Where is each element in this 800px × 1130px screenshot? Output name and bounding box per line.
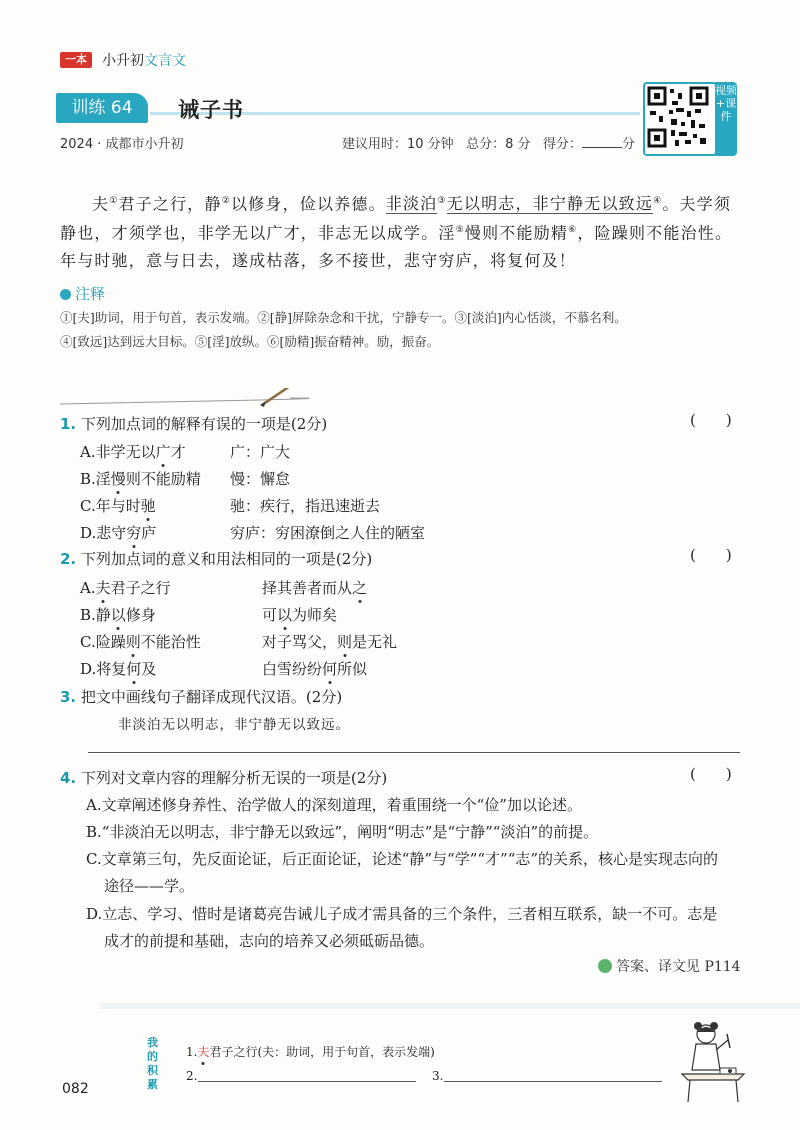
brand-logo: 一本: [60, 52, 92, 68]
notes-header-label: 注释: [75, 285, 106, 303]
q3-answer-line[interactable]: [88, 752, 740, 753]
dotted-word: 以: [110, 606, 126, 624]
footer-band: [100, 1003, 800, 1009]
lesson-title: 诫子书: [178, 97, 244, 122]
q2-option-b-right: 可以为师矣: [262, 606, 338, 624]
q2-option-a-right: 择其善者而从之: [262, 579, 368, 597]
q2-option-b[interactable]: B.静以修身: [80, 606, 156, 624]
answer-reference[interactable]: [598, 956, 741, 976]
q4-option-d-cont: 成才的前提和基础，志向的培养又必须砥砺品德。: [104, 932, 435, 950]
q4-option-c-cont: 途径——学。: [104, 877, 195, 895]
passage: [60, 188, 745, 274]
note-ref: ②: [221, 196, 231, 206]
score-label: 得分：: [542, 137, 582, 152]
note-line: ①[夫]助词，用于句首，表示发端。②[静]屏除杂念和干扰，宁静专一。③[淡泊]内心恬淡，不慕名利。: [60, 310, 627, 325]
q1-option-b-explanation: 慢：懈怠: [230, 470, 291, 488]
question-1: [60, 413, 327, 434]
total-score: 总分：8 分: [466, 137, 531, 152]
note-ref: ⑥: [568, 225, 578, 236]
note-line: ④[致远]达到远大目标。⑤[淫]放纵。⑥[励精]振奋精神。励，振奋。: [60, 334, 440, 349]
accumulation-item-3-line[interactable]: [444, 1081, 662, 1082]
dotted-word: 夫: [197, 1045, 210, 1059]
dotted-word: 何: [322, 660, 338, 678]
underlined-sentence: 无以明志，非宁静无以致远: [446, 194, 654, 214]
passage-text: 君子之行，静: [118, 194, 222, 214]
meta-line: [342, 133, 635, 152]
dotted-word: 穷: [126, 524, 142, 542]
magnifier-icon: [598, 959, 612, 973]
source-line: 2024 · 成都市小升初: [60, 137, 184, 152]
question-number: 1.: [60, 415, 77, 433]
passage-text: ，险躁则不能治性。年与时驰，意与日去，遂成枯落，多不接世，悲守穷庐，将复何及！: [60, 223, 733, 270]
q1-option-a[interactable]: A.非学无以广才: [80, 443, 186, 461]
q2-option-c-right: 对子骂父，则是无礼: [262, 633, 398, 651]
question-number: 3.: [60, 688, 77, 706]
dotted-word: 驰: [140, 497, 156, 515]
answer-paren[interactable]: ( ): [690, 765, 732, 783]
q2-option-c[interactable]: C.险躁则不能治性: [80, 633, 201, 651]
passage-text: 以修身，俭以养德。: [230, 194, 386, 214]
q4-option-a[interactable]: A.文章阐述修身养性、治学做人的深刻道理，着重围绕一个“俭”加以论述。: [86, 796, 582, 814]
q4-option-d[interactable]: D.立志、学习、惜时是诸葛亮告诫儿子成才需具备的三个条件，三者相互联系，缺一不可。志是: [86, 905, 718, 923]
dotted-word: 以: [277, 606, 293, 624]
question-text: 下列对文章内容的理解分析无误的一项是(2分): [80, 769, 388, 787]
q3-sentence: 非淡泊无以明志，非宁静无以致远。: [118, 717, 350, 733]
q1-option-d[interactable]: D.悲守穷庐: [80, 524, 157, 542]
accumulation-item-3-number: 3.: [432, 1069, 444, 1083]
passage-text: 夫: [92, 194, 110, 214]
lesson-badge: 训练 64: [56, 93, 148, 123]
score-blank[interactable]: [582, 136, 622, 148]
q1-option-c[interactable]: C.年与时驰: [80, 497, 156, 515]
notes-dot-icon: [60, 289, 71, 300]
qr-side-label: 视频+课件: [715, 82, 737, 156]
passage-text: 。夫学须静也，才须学也，非学无以广才，非志无以成学。淫: [60, 194, 732, 243]
q4-option-b[interactable]: B.“非淡泊无以明志，非宁静无以致远”，阐明“明志”是“宁静”“淡泊”的前提。: [86, 823, 599, 841]
answer-paren[interactable]: ( ): [690, 411, 732, 429]
question-2: [60, 548, 372, 569]
brush-divider-icon: [60, 388, 740, 408]
book-title-part1: 小升初: [102, 53, 144, 69]
question-number: 2.: [60, 550, 77, 568]
q2-option-d-right: 白雪纷纷何所似: [262, 660, 368, 678]
accumulation-label: 我的积累: [147, 1036, 158, 1091]
q2-option-d[interactable]: D.将复何及: [80, 660, 157, 678]
dotted-word: 则: [337, 633, 353, 651]
dotted-word: 广: [155, 443, 171, 461]
answer-reference-text: 答案、译文见 P114: [616, 959, 741, 975]
dotted-word: 慢: [110, 470, 126, 488]
note-ref: ④: [653, 196, 663, 206]
notes-header: [60, 283, 105, 304]
accumulation-item-2-number: 2.: [186, 1069, 198, 1083]
writing-child-illustration: [676, 1018, 748, 1106]
book-title: [102, 50, 186, 70]
note-ref: ⑤: [455, 225, 465, 236]
accumulation-item-2-line[interactable]: [198, 1081, 416, 1082]
question-number: 4.: [60, 769, 77, 787]
dotted-word: 何: [126, 660, 142, 678]
underlined-sentence: 非淡泊: [385, 194, 438, 214]
question-text: 下列加点词的意义和用法相同的一项是(2分): [80, 550, 373, 568]
suggested-time: 建议用时：10 分钟: [342, 137, 454, 152]
passage-text: 慢则不能励精: [464, 223, 569, 243]
dotted-word: 则: [125, 633, 141, 651]
page-number: 082: [62, 1081, 89, 1097]
dotted-word: 之: [352, 579, 368, 597]
q1-option-b[interactable]: B.淫慢则不能励精: [80, 470, 201, 488]
question-4: [60, 767, 387, 788]
dotted-word: 夫: [95, 579, 111, 597]
answer-paren[interactable]: ( ): [690, 546, 732, 564]
book-title-part2: 文言文: [144, 53, 186, 69]
note-ref: ①: [109, 196, 119, 206]
q1-option-a-explanation: 广：广大: [230, 443, 291, 461]
notes: [60, 306, 750, 354]
note-ref: ③: [437, 196, 447, 206]
q1-option-d-explanation: 穷庐：穷困潦倒之人住的陋室: [230, 524, 426, 542]
accumulation-item-1: 1.夫君子之行(夫：助词，用于句首，表示发端): [186, 1045, 435, 1059]
q4-option-c[interactable]: C.文章第三句，先反面论证，后正面论证，论述“静”与“学”“才”“志”的关系，核心是实现志向的: [86, 850, 719, 868]
question-text: 把文中画线句子翻译成现代汉语。(2分): [80, 688, 343, 706]
question-3: [60, 686, 342, 707]
question-text: 下列加点词的解释有误的一项是(2分): [80, 415, 328, 433]
score-unit: 分: [621, 137, 635, 152]
q2-option-a[interactable]: A.夫君子之行: [80, 579, 171, 597]
q1-option-c-explanation: 驰：疾行，指迅速逝去: [230, 497, 381, 515]
qr-code-icon[interactable]: [643, 82, 717, 156]
